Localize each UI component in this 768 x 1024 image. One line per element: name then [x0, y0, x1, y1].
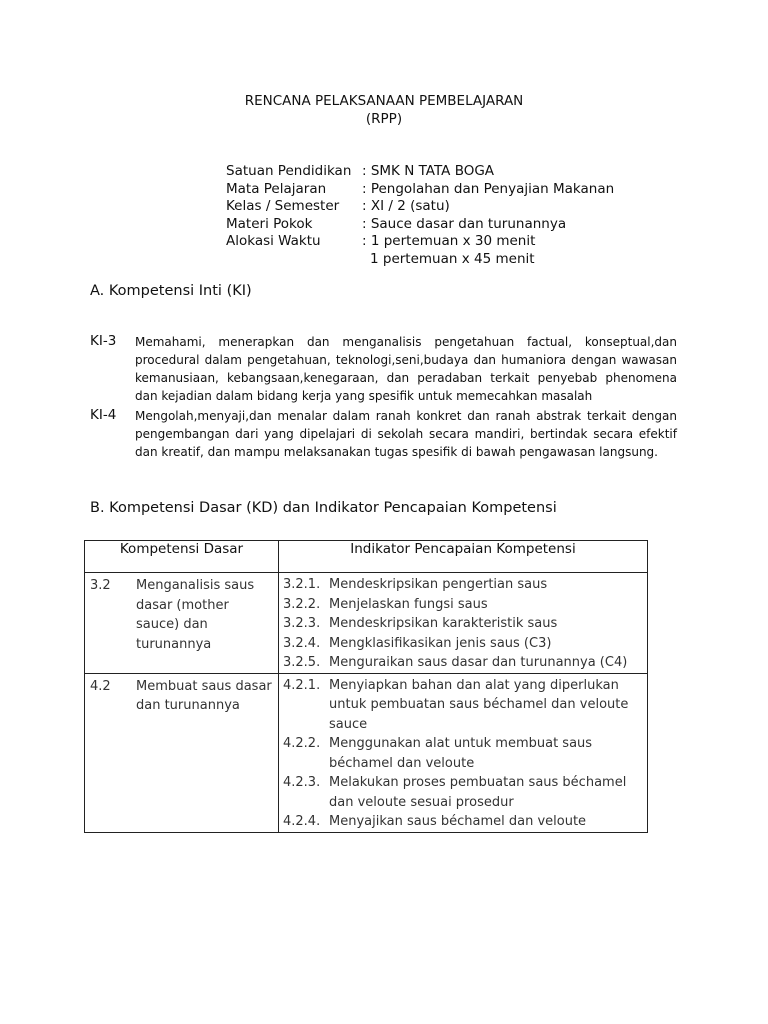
identity-value: : Pengolahan dan Penyajian Makanan	[362, 180, 615, 197]
identity-label: Materi Pokok	[226, 215, 313, 232]
kd-number: 3.2	[90, 578, 111, 593]
indicator-item	[283, 676, 643, 735]
indicator-number: 3.2.1.	[283, 577, 321, 592]
header-indikator: Indikator Pencapaian Kompetensi	[279, 541, 648, 573]
table-row	[85, 673, 648, 832]
identity-row	[226, 216, 614, 234]
identity-label: Alokasi Waktu	[226, 233, 321, 249]
table-header-row	[85, 541, 648, 573]
identity-block	[226, 163, 614, 268]
kd-number: 4.2	[90, 678, 111, 694]
indicator-item	[283, 653, 643, 673]
ki-text: Memahami, menerapkan dan menganalisis pengetahuan factual, konseptual,dan procedural dalam pengetahuan, teknologi,seni,budaya dan humaniora dengan wawasan kemanusiaan, kebangsaan,kenegaraan, dan peradaban terkait penyebab phenomena dan kejadian dalam bidang kerja yang spesifik untuk memecahkan masalah	[135, 335, 677, 403]
header-kompetensi-dasar: Kompetensi Dasar	[85, 541, 279, 573]
identity-row	[226, 198, 614, 216]
kd-text: Membuat saus dasar dan turunannya	[136, 678, 272, 713]
indicator-item	[283, 634, 643, 654]
document-subtitle: (RPP)	[365, 111, 403, 127]
ki-text: Mengolah,menyaji,dan menalar dalam ranah konkret dan ranah abstrak terkait dengan pengembangan dari yang dipelajari di sekolah secara mandiri, bertindak secara efektif dan kreatif, dan mampu melaksanakan tugas spesifik di bawah pengawasan langsung.	[135, 409, 677, 459]
document-title: RENCANA PELAKSANAAN PEMBELAJARAN	[244, 93, 524, 109]
indicator-item	[283, 595, 643, 615]
indicator-number: 3.2.5.	[283, 655, 321, 670]
indicator-cell	[279, 573, 648, 674]
indicator-number: 3.2.3.	[283, 616, 321, 631]
indicator-number: 4.2.3.	[283, 775, 321, 790]
kd-text: Menganalisis saus dasar (mother sauce) dan turunannya	[136, 578, 255, 652]
identity-value: : XI / 2 (satu)	[362, 198, 450, 214]
indicator-text: Menjelaskan fungsi saus	[329, 596, 488, 612]
indicator-text: Mengklasifikasikan jenis saus (C3)	[329, 635, 552, 651]
indicator-number: 3.2.4.	[283, 635, 321, 651]
indicator-text: Menyajikan saus béchamel dan veloute	[329, 814, 587, 829]
identity-label: Satuan Pendidikan	[226, 163, 352, 179]
ki-item	[90, 407, 677, 461]
ki-code: KI-4	[90, 407, 117, 423]
indicator-item	[283, 773, 643, 812]
indicator-number: 3.2.2.	[283, 596, 321, 612]
indicator-cell	[279, 673, 648, 832]
kd-cell	[85, 673, 279, 832]
ki-item	[90, 333, 677, 405]
indicator-number: 4.2.2.	[283, 736, 321, 751]
identity-row	[226, 181, 614, 199]
kd-table	[84, 540, 648, 833]
section-a-heading: A. Kompetensi Inti (KI)	[90, 283, 252, 299]
indicator-text: Mendeskripsikan karakteristik saus	[329, 616, 558, 631]
kd-cell	[85, 573, 279, 674]
indicator-text: Menyiapkan bahan dan alat yang diperlukan untuk pembuatan saus béchamel dan veloute sauce	[329, 677, 629, 732]
indicator-number: 4.2.1.	[283, 677, 321, 693]
indicator-item	[283, 575, 643, 595]
identity-value: : 1 pertemuan x 30 menit	[362, 233, 536, 249]
identity-label: Mata Pelajaran	[226, 180, 327, 197]
indicator-item	[283, 734, 643, 773]
indicator-text: Mendeskripsikan pengertian saus	[329, 577, 548, 592]
identity-value: : SMK N TATA BOGA	[362, 163, 495, 179]
identity-continuation: 1 pertemuan x 45 menit	[370, 250, 535, 267]
indicator-text: Menggunakan alat untuk membuat saus béchamel dan veloute	[329, 736, 593, 771]
table-row	[85, 573, 648, 674]
ki-code: KI-3	[90, 333, 117, 349]
section-b-heading: B. Kompetensi Dasar (KD) dan Indikator Pencapaian Kompetensi	[90, 500, 557, 516]
identity-row	[226, 233, 614, 251]
indicator-item	[283, 614, 643, 634]
identity-row	[226, 163, 614, 181]
indicator-number: 4.2.4.	[283, 814, 321, 829]
identity-label: Kelas / Semester	[226, 198, 340, 214]
indicator-text: Menguraikan saus dasar dan turunannya (C4)	[329, 655, 628, 670]
indicator-text: Melakukan proses pembuatan saus béchamel dan veloute sesuai prosedur	[329, 775, 627, 810]
indicator-item	[283, 812, 643, 832]
identity-value: : Sauce dasar dan turunannya	[362, 215, 567, 232]
